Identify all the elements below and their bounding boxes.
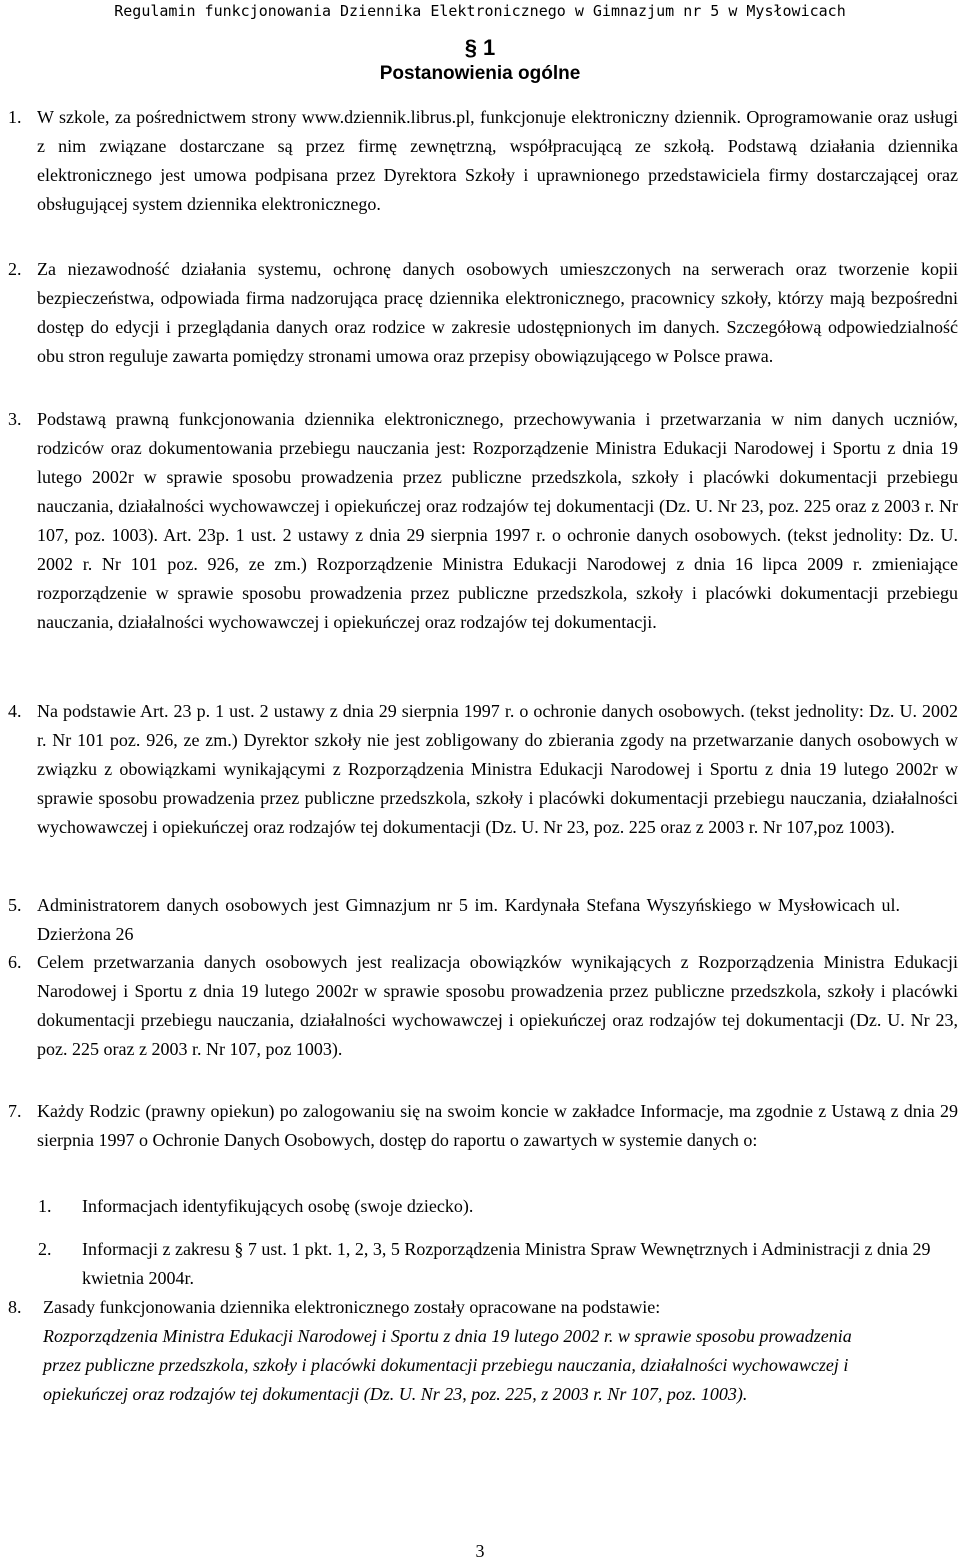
item-text: Administratorem danych osobowych jest Gimnazjum nr 5 im. Kardynała Stefana Wyszyńskiego w Mysłowicach ul. Dzierżona 26: [37, 895, 900, 944]
item-text: W szkole, za pośrednictwem strony www.dziennik.librus.pl, funkcjonuje elektroniczny dziennik. Oprogramowanie oraz usługi z nim związane dostarczane są przez firmę zewnętrzną, współpracującą ze szkołą. Podstawą działania dziennika elektronicznego jest umowa podpisana przez Dyrektora Szkoły i uprawnionego przedstawiciela firmy dostarczającej oraz obsługującej system dziennika elektronicznego.: [37, 107, 958, 214]
item-subtext: Rozporządzenia Ministra Edukacji Narodowej i Sportu z dnia 19 lutego 2002 r. w sprawie sposobu prowadzenia przez publiczne przedszkola, szkoły i placówki dokumentacji przebiegu nauczania, działalności wychowawczej i opiekuńczej oraz rodzajów tej dokumentacji (Dz. U. Nr 23, poz. 225, z 2003 r. Nr 107, poz. 1003).: [43, 1326, 852, 1404]
item-text: Na podstawie Art. 23 p. 1 ust. 2 ustawy z dnia 29 sierpnia 1997 r. o ochronie danych osobowych. (tekst jednolity: Dz. U. 2002 r. Nr 101 poz. 926, ze zm.) Dyrektor szkoły nie jest zobligowany do zbierania zgody na przetwarzanie danych osobowych w związku z obowiązkami wynikającymi z Rozporządzenia Ministra Edukacji Narodowej i Sportu z dnia 19 lutego 2002r w sprawie sposobu prowadzenia przez publiczne przedszkola, szkoły i placówki dokumentacji przebiegu nauczania, działalności wychowawczej i opiekuńczej oraz rodzajów tej dokumentacji (Dz. U. Nr 23, poz. 225 oraz z 2003 r. Nr 107,poz 1003).: [37, 701, 958, 837]
item-text: Celem przetwarzania danych osobowych jest realizacja obowiązków wynikających z Rozporządzenia Ministra Edukacji Narodowej i Sportu z dnia 19 lutego 2002r w sprawie sposobu prowadzenia przez publiczne przedszkola, szkoły i placówki dokumentacji przebiegu nauczania, działalności wychowawczej i opiekuńczej oraz rodzajów tej dokumentacji (Dz. U. Nr 23, poz. 225 oraz z 2003 r. Nr 107, poz 1003).: [37, 952, 958, 1059]
sub-item-text: Informacji z zakresu § 7 ust. 1 pkt. 1, 2, 3, 5 Rozporządzenia Ministra Spraw Wewnętrznych i Administracji z dnia 29 kwietnia 2004r.: [82, 1239, 931, 1288]
item-number: 7.: [8, 1101, 22, 1121]
item-number: 8.: [8, 1297, 22, 1317]
sub-item-text: Informacjach identyfikujących osobę (swoje dziecko).: [82, 1196, 474, 1216]
item-text: Za niezawodność działania systemu, ochronę danych osobowych umieszczonych na serwerach oraz tworzenie kopii bezpieczeństwa, odpowiada firma nadzorująca pracę dziennika elektronicznego, pracownicy szkoły, którzy mają bezpośredni dostęp do edycji i przeglądania danych oraz rodzice w zakresie udostępnionych im danych. Szczegółową odpowiedzialność obu stron reguluje zawarta pomiędzy stronami umowa oraz przepisy obowiązującego w Polsce prawa.: [37, 259, 958, 366]
item-number: 4.: [8, 701, 22, 721]
item-number: 2.: [8, 259, 22, 279]
sub-item-number: 1.: [38, 1196, 52, 1216]
item-text: Podstawą prawną funkcjonowania dziennika elektronicznego, przechowywania i przetwarzania w nim danych uczniów, rodziców oraz dokumentowania przebiegu nauczania jest: Rozporządzenie Ministra Edukacji Narodowej i Sportu z dnia 19 lutego 2002r w sprawie sposobu prowadzenia przez publiczne przedszkola, szkoły i placówki dokumentacji przebiegu nauczania, działalności wychowawczej i opiekuńczej oraz rodzajów tej dokumentacji (Dz. U. Nr 23, poz. 225 oraz z 2003 r. Nr 107, poz. 1003). Art. 23p. 1 ust. 2 ustawy z dnia 29 sierpnia 1997 r. o ochronie danych osobowych. (tekst jednolity: Dz. U. 2002 r. Nr 101 poz. 926, ze zm.) Rozporządzenie Ministra Edukacji Narodowej z dnia 16 lipca 2009 r. zmieniające rozporządzenie w sprawie sposobu prowadzenia przez publiczne przedszkola, szkoły i placówki dokumentacji przebiegu nauczania, działalności wychowawczej i opiekuńczej oraz rodzajów tej dokumentacji.: [37, 409, 958, 632]
sub-item-number: 2.: [38, 1239, 52, 1259]
item-number: 3.: [8, 409, 22, 429]
item-number: 5.: [8, 895, 22, 915]
item-number: 6.: [8, 952, 22, 972]
section-title: Postanowienia ogólne: [379, 63, 581, 84]
document-header: Regulamin funkcjonowania Dziennika Elektronicznego w Gimnazjum nr 5 w Mysłowicach: [114, 2, 846, 20]
item-text: Każdy Rodzic (prawny opiekun) po zalogowaniu się na swoim koncie w zakładce Informacje, ma zgodnie z Ustawą z dnia 29 sierpnia 1997 o Ochronie Danych Osobowych, dostęp do raportu o zawartych w systemie danych o:: [37, 1101, 958, 1150]
item-text: Zasady funkcjonowania dziennika elektronicznego zostały opracowane na podstawie:: [43, 1297, 661, 1317]
section-symbol: § 1: [464, 35, 496, 60]
item-number: 1.: [8, 107, 22, 127]
page-number: 3: [475, 1541, 485, 1561]
